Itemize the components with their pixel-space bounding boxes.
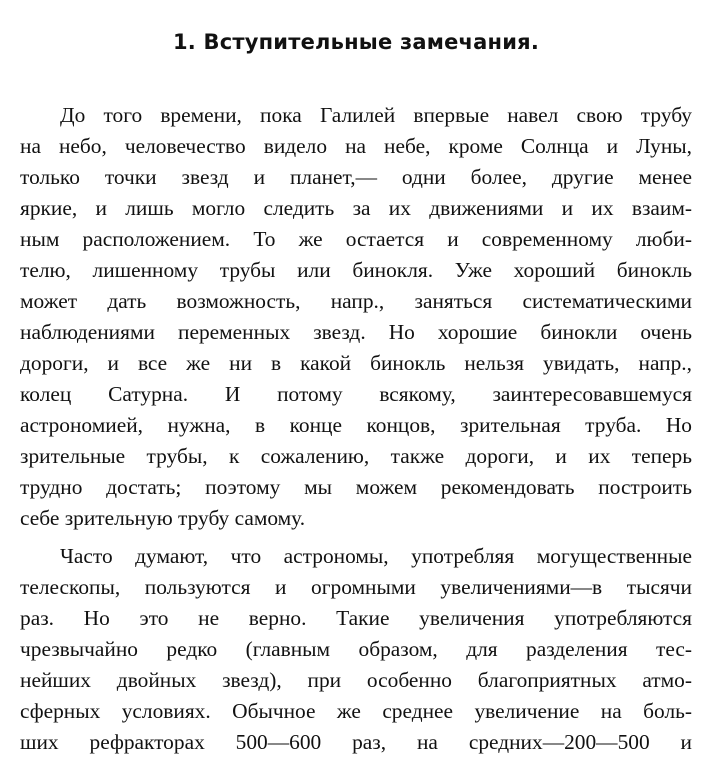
- text-line: нейших двойных звезд), при особенно благоприятных атмо-: [20, 668, 692, 692]
- text-line: на небо, человечество видело на небе, кроме Солнца и Луны,: [20, 134, 692, 158]
- text-line: дороги, и все же ни в какой бинокль нельзя увидать, напр.,: [20, 351, 692, 375]
- text-line: астрономией, нужна, в конце концов, зрительная труба. Но: [20, 413, 692, 437]
- text-line: сферных условиях. Обычное же среднее увеличение на боль-: [20, 699, 692, 723]
- text-line: зрительные трубы, к сожалению, также дороги, и их теперь: [20, 444, 692, 468]
- text-line: может дать возможность, напр., заняться систематическими: [20, 289, 692, 313]
- text-line: ших рефракторах 500—600 раз, на средних—200—500 и: [20, 730, 692, 754]
- text-line: чрезвычайно редко (главным образом, для разделения тес-: [20, 637, 692, 661]
- text-line: Часто думают, что астрономы, употребляя могущественные: [60, 544, 692, 568]
- text-line: только точки звезд и планет,— одни более, другие менее: [20, 165, 692, 189]
- text-line: телескопы, пользуются и огромными увеличениями—в тысячи: [20, 575, 692, 599]
- text-line: ным расположением. То же остается и современному люби-: [20, 227, 692, 251]
- text-line: До того времени, пока Галилей впервые навел свою трубу: [60, 103, 692, 127]
- text-line: колец Сатурна. И потому всякому, заинтересовавшемуся: [20, 382, 692, 406]
- text-line: наблюдениями переменных звезд. Но хорошие бинокли очень: [20, 320, 692, 344]
- text-line: трудно достать; поэтому мы можем рекомендовать построить: [20, 475, 692, 499]
- text-line: яркие, и лишь могло следить за их движениями и их взаим-: [20, 196, 692, 220]
- text-line: раз. Но это не верно. Такие увеличения употребляются: [20, 606, 692, 630]
- text-line: телю, лишенному трубы или бинокля. Уже хороший бинокль: [20, 258, 692, 282]
- section-heading: 1. Вступительные замечания.: [172, 30, 540, 54]
- paragraph-1: [20, 100, 692, 534]
- paragraph-2: [20, 541, 692, 758]
- text-line: себе зрительную трубу самому.: [20, 506, 306, 530]
